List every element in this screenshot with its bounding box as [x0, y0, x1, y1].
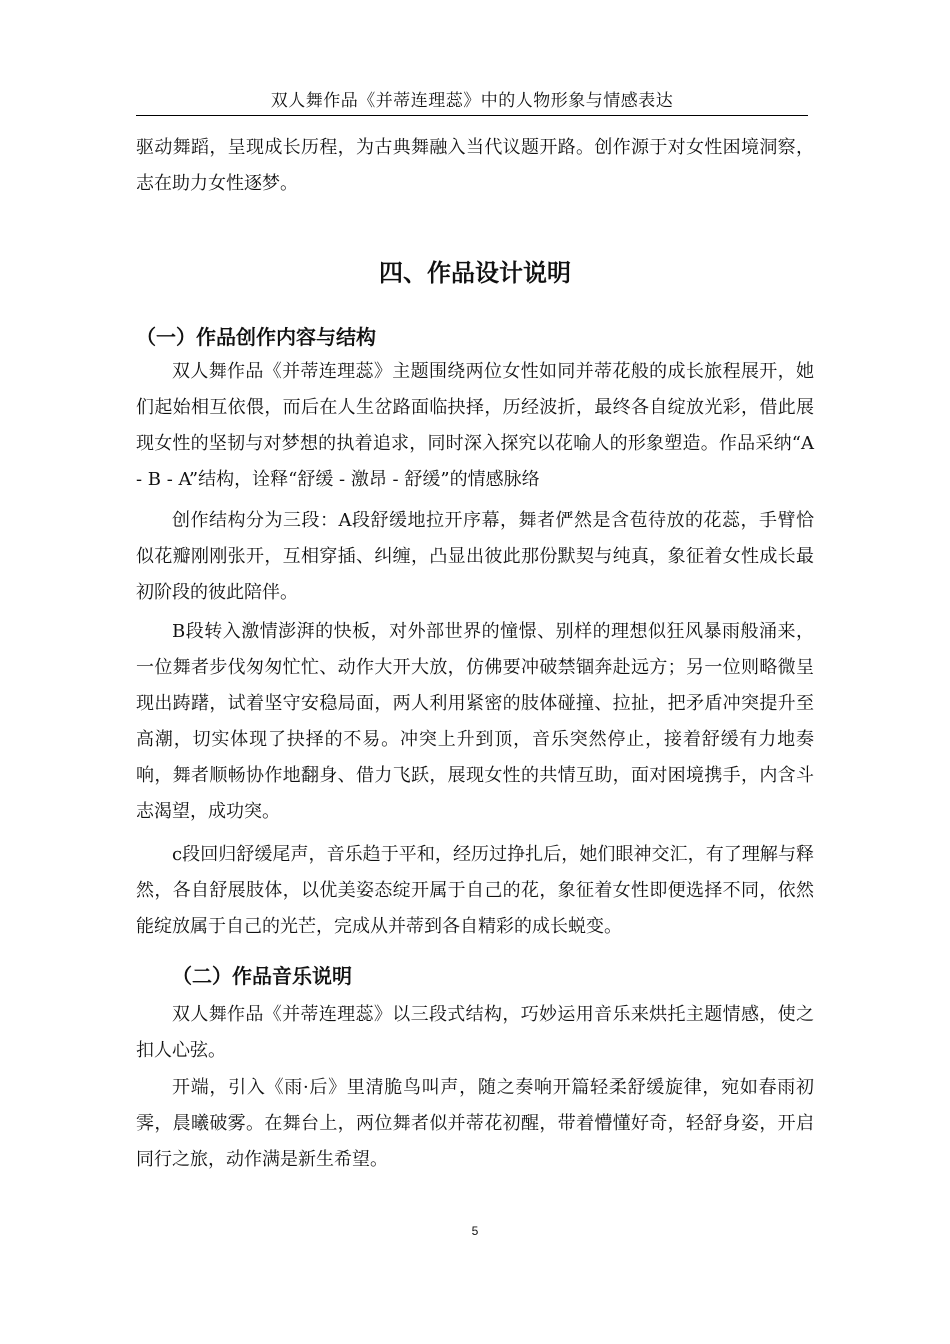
intro-continuation-paragraph: 驱动舞蹈，呈现成长历程，为古典舞融入当代议题开路。创作源于对女性困境洞察，志在助力女性逐梦。 — [136, 137, 814, 194]
subsection-1-paragraph-1: 双人舞作品《并蒂连理蕊》主题围绕两位女性如同并蒂花般的成长旅程展开，她们起始相互依偎，而后在人生岔路面临抉择，历经波折，最终各自绽放光彩，借此展现女性的坚韧与对梦想的执着追求，同时深入探究以花喻人的形象塑造。作品采纳“A - B - A”结构，诠释“舒缓 - 激昂 - 舒缓”的情感脉络 — [136, 361, 814, 490]
subsection-heading-2: （二）作品音乐说明 — [172, 964, 352, 988]
page-number: 5 — [471, 1224, 479, 1238]
subsection-1-paragraph-3: B段转入激情澎湃的快板，对外部世界的憧憬、别样的理想似狂风暴雨般涌来，一位舞者步伐匆匆忙忙、动作大开大放，仿佛要冲破禁锢奔赴远方；另一位则略微呈现出踌躇，试着坚守安稳局面，两人利用紧密的肢体碰撞、拉扯，把矛盾冲突提升至高潮，切实体现了抉择的不易。冲突上升到顶，音乐突然停止，接着舒缓有力地奏响，舞者顺畅协作地翻身、借力飞跃，展现女性的共情互助，面对困境携手，内含斗志渴望，成功突。 — [136, 621, 814, 822]
section-title: 四、作品设计说明 — [379, 259, 571, 287]
subsection-heading-1: （一）作品创作内容与结构 — [136, 325, 376, 349]
subsection-1-paragraph-4: c段回归舒缓尾声，音乐趋于平和，经历过挣扎后，她们眼神交汇，有了理解与释然，各自舒展肢体，以优美姿态绽开属于自己的花，象征着女性即便选择不同，依然能绽放属于自己的光芒，完成从并蒂到各自精彩的成长蜕变。 — [136, 844, 814, 937]
subsection-2-paragraph-1: 双人舞作品《并蒂连理蕊》以三段式结构，巧妙运用音乐来烘托主题情感，使之扣人心弦。 — [136, 1004, 814, 1061]
subsection-1-paragraph-2: 创作结构分为三段：A段舒缓地拉开序幕，舞者俨然是含苞待放的花蕊，手臂恰似花瓣刚刚张开，互相穿插、纠缠，凸显出彼此那份默契与纯真，象征着女性成长最初阶段的彼此陪伴。 — [136, 510, 814, 603]
running-header: 双人舞作品《并蒂连理蕊》中的人物形象与情感表达 — [136, 88, 808, 116]
subsection-2-paragraph-2: 开端，引入《雨·后》里清脆鸟叫声，随之奏响开篇轻柔舒缓旋律，宛如春雨初霁，晨曦破雾。在舞台上，两位舞者似并蒂花初醒，带着懵懂好奇，轻舒身姿，开启同行之旅，动作满是新生希望。 — [136, 1077, 814, 1170]
